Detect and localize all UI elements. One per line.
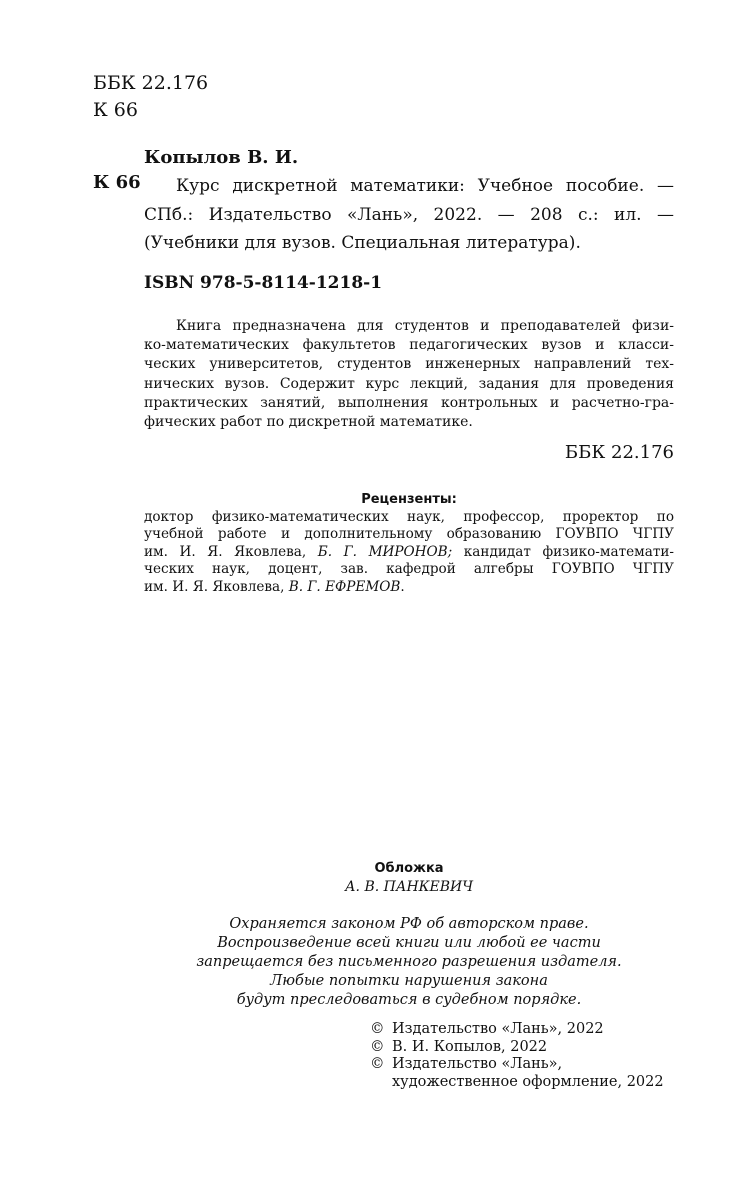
reviewers-line: учебной работе и дополнительному образованию ГОУВПО ЧГПУ [144,526,674,542]
reviewers-line [144,579,674,597]
reviewer-title: кандидат физико-математи- [463,543,674,560]
annotation-line: практических занятий, выполнения контрольных и расчетно-гра- [144,394,674,411]
cover-credit [144,860,674,896]
reviewer-name: Б. Г. МИРОНОВ; [317,543,453,560]
annotation-line: ко-математических факультетов педагогических вузов и класси- [144,337,674,354]
copyright-notice-line: Воспроизведение всей книги или любой ее части [217,935,601,951]
copyright-holders [370,1021,670,1091]
annotation-line: ческих университетов, студентов инженерных направлений тех- [144,356,674,373]
reviewers-line [144,544,674,562]
copyright-notice-line: Охраняется законом РФ об авторском праве. [229,916,589,932]
cover-title: Обложка [374,861,444,876]
entry-author-mark: К 66 [93,172,141,193]
author-mark: К 66 [93,99,138,121]
reviewer-name: В. Г. ЕФРЕМОВ [288,578,401,595]
annotation-line: Книга предназначена для студентов и преподавателей физи- [176,318,674,334]
author-name: Копылов В. И. [144,147,299,168]
bbk-code: ББК 22.176 [93,72,209,94]
reviewers-line: доктор физико-математических наук, профессор, проректор по [144,508,674,525]
entry-line-series: (Учебники для вузов. Специальная литература). [144,233,581,253]
entry-line-title: Курс дискретной математики: Учебное пособие. — [176,176,674,196]
reviewer-affiliation: им. И. Я. Яковлева, [144,578,285,595]
copyright-notice-line: Любые попытки нарушения закона [270,973,548,989]
reviewers-title: Рецензенты: [361,492,457,507]
reviewers-block [144,491,674,596]
bibliographic-entry [144,172,674,258]
copyright-holder-text: Издательство «Лань», 2022 [392,1021,604,1037]
isbn: ISBN 978-5-8114-1218-1 [144,273,383,293]
copyright-notice [144,915,674,1010]
copyright-icon: © [370,1021,385,1037]
entry-line-publisher: СПб.: Издательство «Лань», 2022. — 208 с.: ил. — [144,204,674,225]
annotation [144,317,674,432]
copyright-notice-line: будут преследоваться в судебном порядке. [236,992,582,1008]
copyright-holder-text: В. И. Копылов, 2022 [392,1038,548,1055]
copyright-holder [370,1056,670,1074]
reviewers-line: ческих наук, доцент, зав. кафедрой алгебры ГОУВПО ЧГПУ [144,561,674,577]
reviewer-affiliation: им. И. Я. Яковлева, [144,543,307,560]
copyright-icon: © [370,1056,385,1072]
copyright-holder [370,1039,670,1057]
bbk-header [93,70,208,124]
copyright-icon: © [370,1038,385,1055]
bbk-code-right: ББК 22.176 [564,442,674,463]
copyright-holder-text: Издательство «Лань», [392,1056,563,1072]
copyright-notice-line: запрещается без письменного разрешения издателя. [196,954,622,970]
copyright-holder [370,1021,670,1039]
reviewer-period: . [400,578,405,595]
cover-designer: А. В. ПАНКЕВИЧ [344,879,474,895]
annotation-line: фических работ по дискретной математике. [144,414,473,431]
copyright-holder-continuation: художественное оформление, 2022 [392,1073,664,1090]
annotation-line: нических вузов. Содержит курс лекций, задания для проведения [144,375,674,392]
